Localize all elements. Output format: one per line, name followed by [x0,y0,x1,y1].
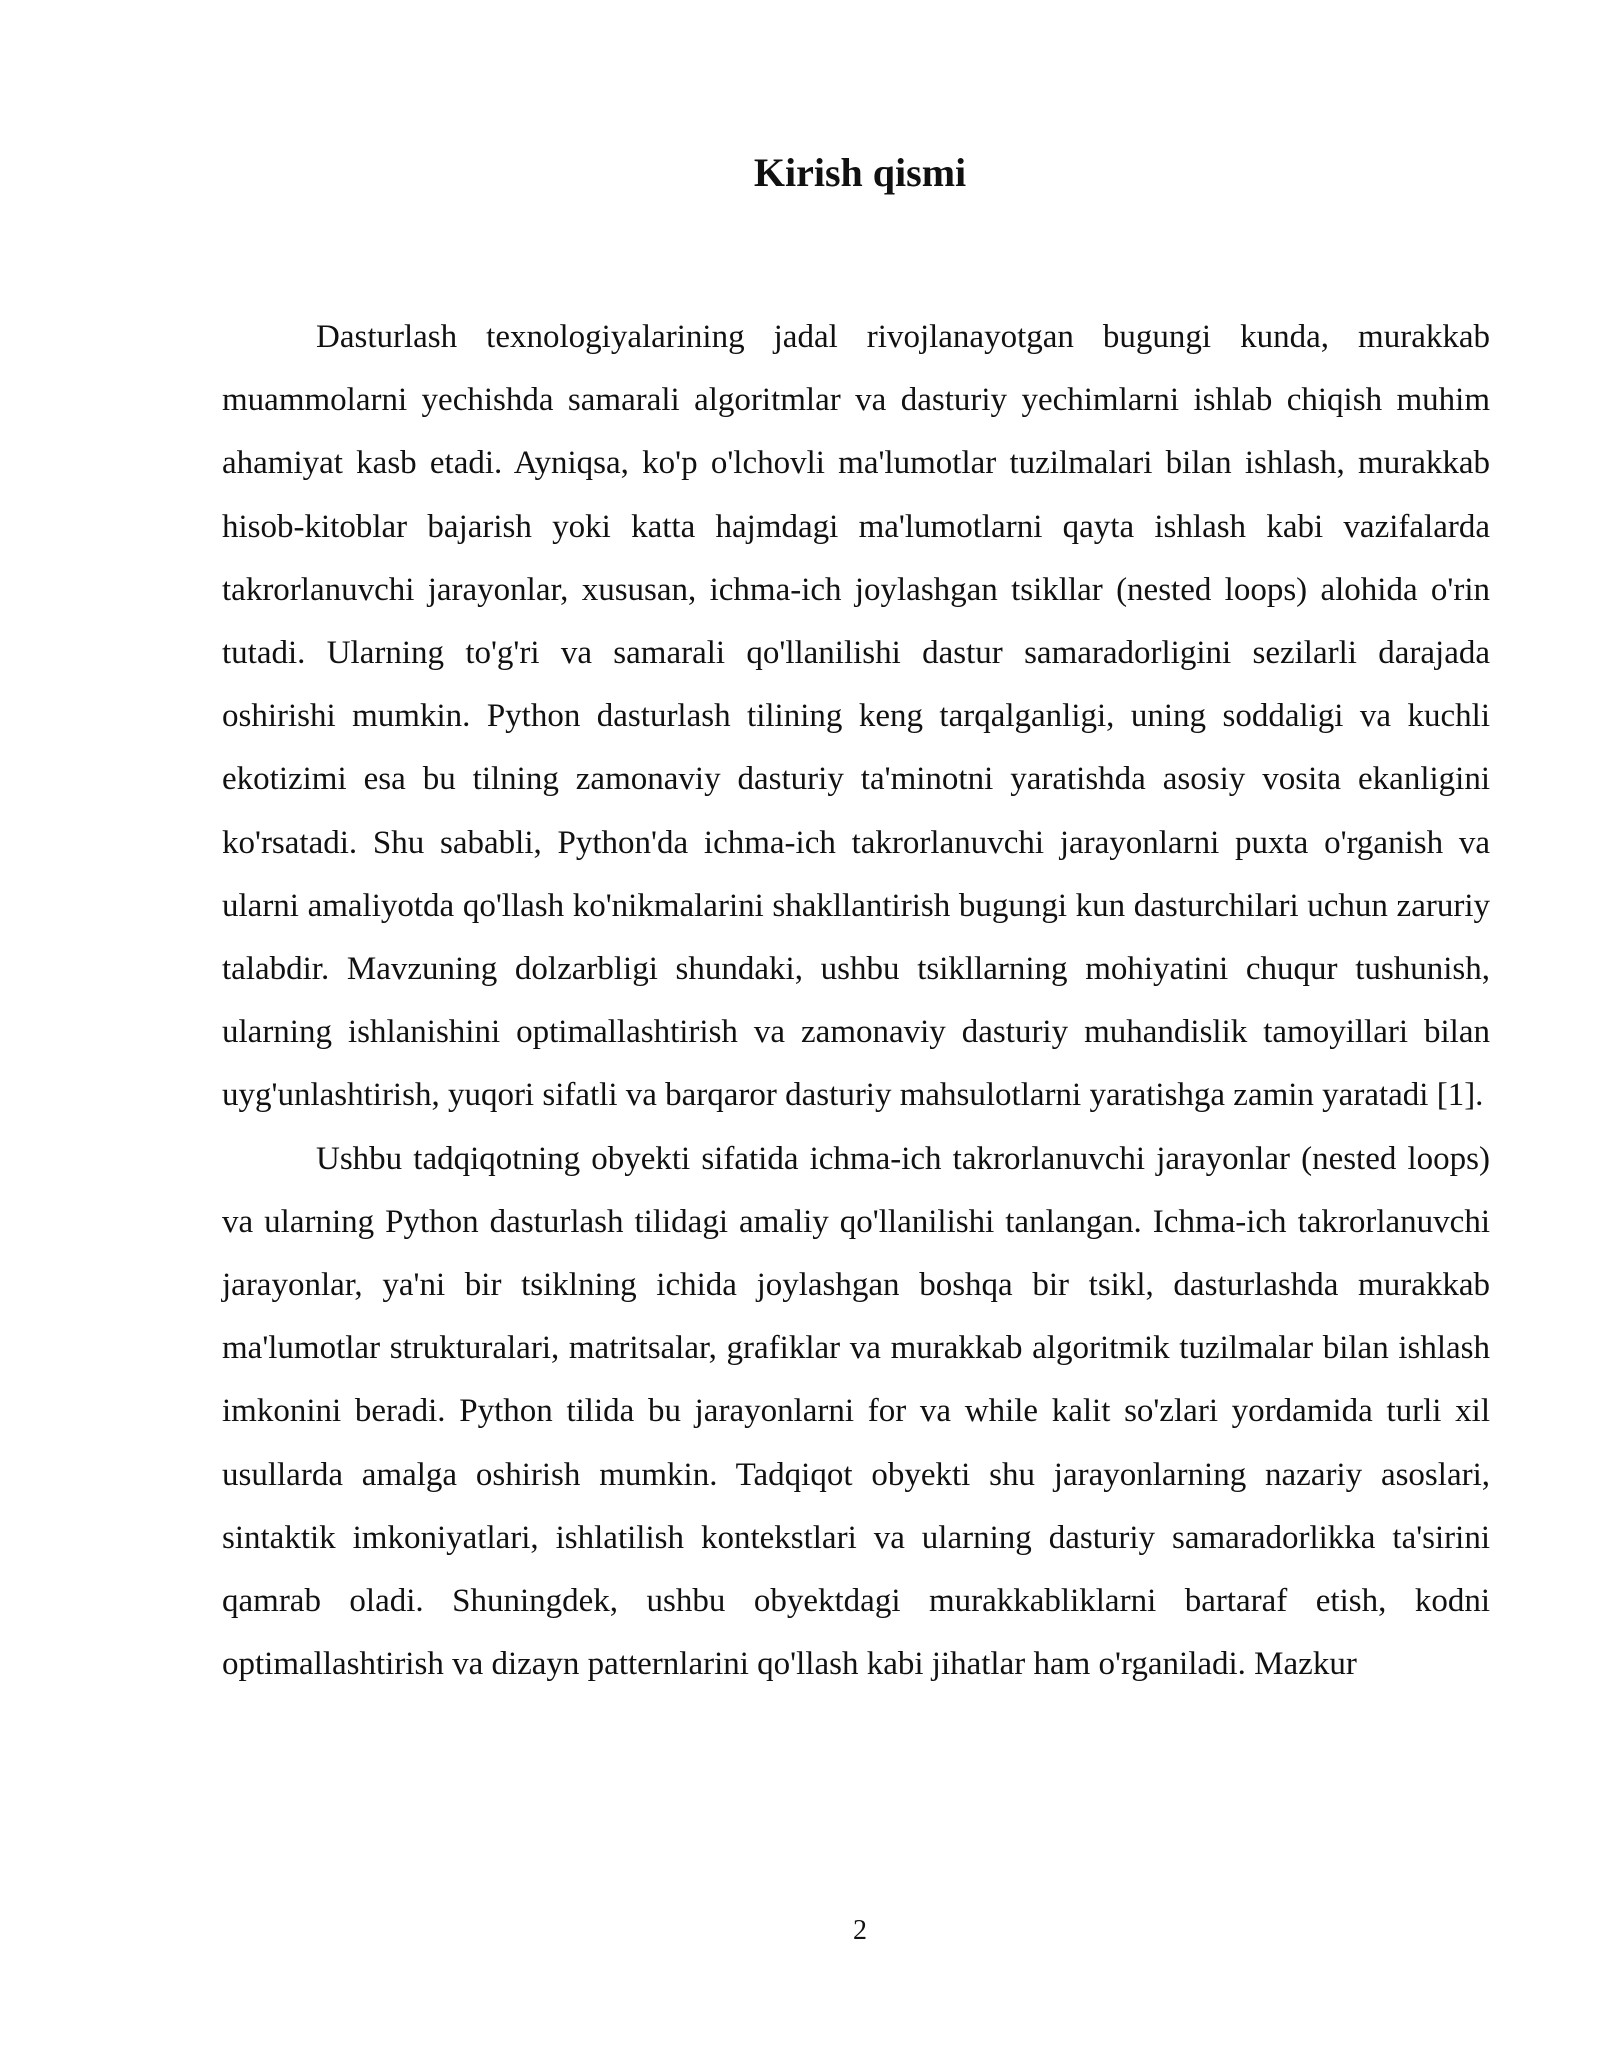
page-number: 2 [853,1915,867,1946]
paragraph-2: Ushbu tadqiqotning obyekti sifatida ichma-ich takrorlanuvchi jarayonlar (nested loops) va ularning Python dasturlash tilidagi amaliy qo'llanilishi tanlangan. Ichma-ich takrorlanuvchi jarayonlar, ya'ni bir tsiklning ichida joylashgan boshqa bir tsikl, dasturlashda murakkab ma'lumotlar strukturalari, matritsalar, grafiklar va murakkab algoritmik tuzilmalar bilan ishlash imkonini beradi. Python tilida bu jarayonlarni for va while kalit so'zlari yordamida turli xil usullarda amalga oshirish mumkin. Tadqiqot obyekti shu jarayonlarning nazariy asoslari, sintaktik imkoniyatlari, ishlatilish kontekstlari va ularning dasturiy samaradorlikka ta'sirini qamrab oladi. Shuningdek, ushbu obyektdagi murakkabliklarni bartaraf etish, kodni optimallashtirish va dizayn patternlarini qo'llash kabi jihatlar ham o'rganiladi. Mazkur [222,1140,1490,1683]
body-text [222,306,1490,1696]
paragraph-1: Dasturlash texnologiyalarining jadal rivojlanayotgan bugungi kunda, murakkab muammolarni yechishda samarali algoritmlar va dasturiy yechimlarni ishlab chiqish muhim ahamiyat kasb etadi. Ayniqsa, ko'p o'lchovli ma'lumotlar tuzilmalari bilan ishlash, murakkab hisob-kitoblar bajarish yoki katta hajmdagi ma'lumotlarni qayta ishlash kabi vazifalarda takrorlanuvchi jarayonlar, xususan, ichma-ich joylashgan tsikllar (nested loops) alohida o'rin tutadi. Ularning to'g'ri va samarali qo'llanilishi dastur samaradorligini sezilarli darajada oshirishi mumkin. Python dasturlash tilining keng tarqalganligi, uning soddaligi va kuchli ekotizimi esa bu tilning zamonaviy dasturiy ta'minotni yaratishda asosiy vosita ekanligini ko'rsatadi. Shu sababli, Python'da ichma-ich takrorlanuvchi jarayonlarni puxta o'rganish va ularni amaliyotda qo'llash ko'nikmalarini shakllantirish bugungi kun dasturchilari uchun zaruriy talabdir. Mavzuning dolzarbligi shundaki, ushbu tsikllarning mohiyatini chuqur tushunish, ularning ishlanishini optimallashtirish va zamonaviy dasturiy muhandislik tamoyillari bilan uyg'unlashtirish, yuqori sifatli va barqaror dasturiy mahsulotlarni yaratishga zamin yaratadi [1]. [222,319,1490,1114]
page-title: Kirish qismi [753,150,967,195]
